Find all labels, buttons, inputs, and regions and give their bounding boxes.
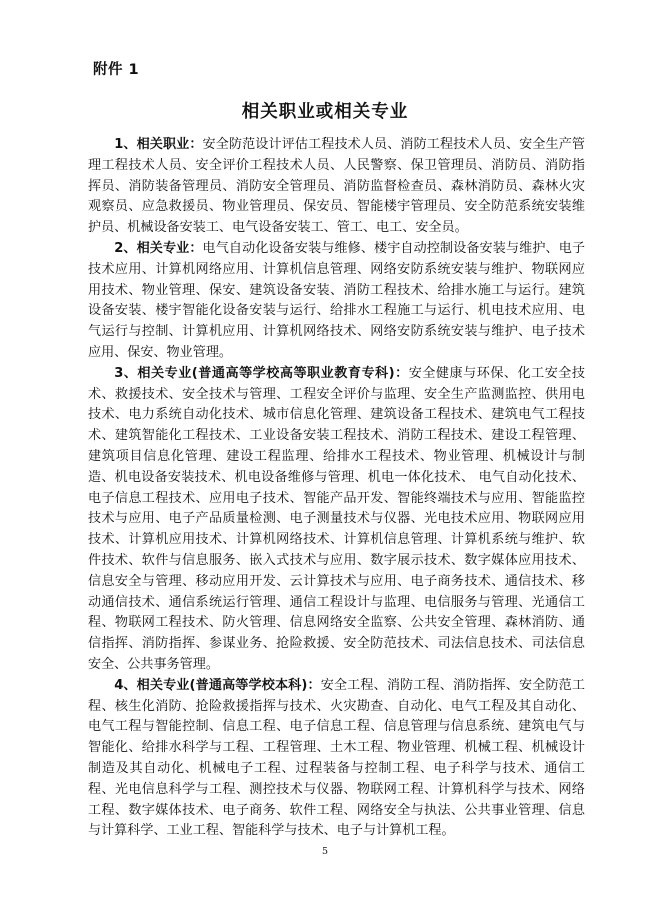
section-text: 电气自动化设备安装与维修、楼宇自动控制设备安装与维护、电子技术应用、计算机网络应用、计算机信息管理、网络安防系统安装与维护、物联网应用技术、物业管理、保安、建筑设备安装、消防工程技术、给排水施工与运行。建筑设备安装、楼宇智能化设备安装与运行、给排水工程施工与运行、机电技术应用、电气运行与控制、计算机应用、计算机网络技术、网络安防系统安装与维护、电子技术应用、保安、物业管理。 [88,240,585,360]
section-heading: 2、相关专业： [114,240,203,256]
attachment-label: 附件 1 [93,62,140,78]
section-text: 安全健康与环保、化工安全技术、救援技术、安全技术与管理、工程安全评价与监理、安全生产监测监控、供用电技术、电力系统自动化技术、城市信息化管理、建筑设备工程技术、建筑电气工程技术、建筑智能化工程技术、工业设备安装工程技术、消防工程技术、建设工程管理、建筑项目信息化管理、建设工程监理、给排水工程技术、物业管理、机械设计与制造、机电设备安装技术、机电设备维修与管理、机电一体化技术、 电气自动化技术、电子信息工程技术、应用电子技术、智能产品开发、智能终端技术与应用、智能监控技术与应用、电子产品质量检测、电子测量技术与仪器、光电技术应用、物联网应用技术、计算机应用技术、计算机网络技术、计算机信息管理、计算机系统与维护、软件技术、软件与信息服务、嵌入式技术与应用、数字展示技术、数字媒体应用技术、信息安全与管理、移动应用开发、云计算技术与应用、电子商务技术、通信技术、移动通信技术、通信系统运行管理、通信工程设计与监理、电信服务与管理、光通信工程、物联网工程技术、防火管理、信息网络安全监察、公共安全管理、森林消防、通信指挥、消防指挥、参谋业务、抢险救援、安全防范技术、司法信息技术、司法信息安全、公共事务管理。 [88,365,585,672]
document-body [88,135,585,842]
section-heading: 1、相关职业： [114,137,203,152]
section-text: 安全工程、消防工程、消防指挥、安全防范工程、核生化消防、抢险救援指挥与技术、火灾勘查、自动化、电气工程及其自动化、电气工程与智能控制、信息工程、电子信息工程、信息管理与信息系统、建筑电气与智能化、给排水科学与工程、工程管理、土木工程、物业管理、机械工程、机械设计制造及其自动化、机械电子工程、过程装备与控制工程、电子科学与技术、通信工程、光电信息科学与工程、测控技术与仪器、物联网工程、计算机科学与技术、网络工程、数字媒体技术、电子商务、软件工程、网络安全与执法、公共事业管理、信息与计算科学、工业工程、智能科学与技术、电子与计算机工程。 [88,677,585,839]
section-related-occupations [88,135,585,239]
section-related-majors-vocational [88,364,585,676]
section-text: 安全防范设计评估工程技术人员、消防工程技术人员、安全生产管理工程技术人员、安全评价工程技术人员、人民警察、保卫管理员、消防员、消防指挥员、消防装备管理员、消防安全管理员、消防监督检查员、森林消防员、森林火灾观察员、应急救援员、物业管理员、保安员、智能楼宇管理员、安全防范系统安装维护员、机械设备安装工、电气设备安装工、管工、电工、安全员。 [88,137,585,236]
page-number: 5 [321,846,329,857]
page-title: 相关职业或相关专业 [241,102,409,122]
section-heading: 4、相关专业(普通高等学校本科)： [114,677,321,693]
section-related-majors-undergraduate [88,676,585,842]
section-related-majors [88,239,585,364]
section-heading: 3、相关专业(普通高等学校高等职业教育专科)： [114,365,409,381]
